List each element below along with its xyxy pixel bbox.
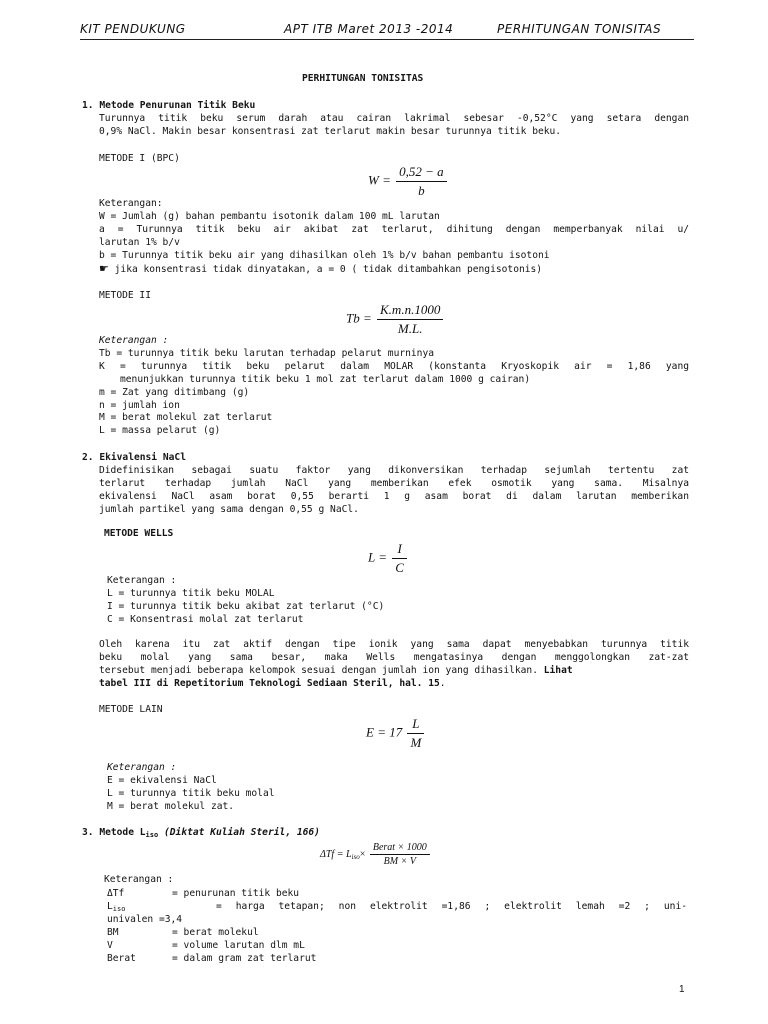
formula-tb [346, 302, 445, 337]
section3-row-key-sub: iso [112, 905, 126, 913]
ket2-item: L = massa pelarut (g) [99, 425, 221, 436]
section3-row-key-main: L [107, 901, 113, 912]
page-number: 1 [679, 984, 685, 995]
section3-heading-post: (Diktat Kuliah Steril, 166) [158, 827, 320, 838]
ket2-item: menunjukkan turunnya titik beku 1 mol zat terlarut dalam 1000 g cairan) [120, 374, 531, 385]
ket2-item: Tb = turunnya titik beku larutan terhadap pelarut murninya [99, 348, 435, 359]
formula-liso-numerator: Berat × 1000 [370, 842, 430, 855]
document-title: PERHITUNGAN TONISITAS [302, 73, 424, 84]
header-left: KIT PENDUKUNG [80, 22, 186, 36]
section3-heading-sub: iso [145, 831, 159, 839]
pointing-hand-icon: ☛ [99, 262, 109, 275]
formula-wells-numerator: I [392, 541, 407, 559]
wells-label: METODE WELLS [104, 528, 174, 539]
section2-para2-line: Oleh karena itu zat aktif dengan tipe ionik yang sama dapat menyebabkan turunnya titik [99, 639, 689, 650]
formula-liso-times: × [359, 848, 366, 860]
header-center: APT ITB Maret 2013 -2014 [284, 22, 454, 36]
lain-ket-item: M = berat molekul zat. [107, 801, 235, 812]
ket2-item: M = berat molekul zat terlarut [99, 412, 273, 423]
formula-bpc [368, 164, 449, 199]
section2-heading: 2. Ekivalensi NaCl [82, 452, 186, 463]
section2-para2-line [99, 665, 573, 678]
formula-wells-denominator: C [395, 560, 404, 575]
method1-label: METODE I (BPC) [99, 153, 180, 164]
formula-lain-lhs: E = 17 [366, 724, 403, 740]
lain-ket-item: L = turunnya titik beku molal [107, 788, 275, 799]
section3-row-value: = volume larutan dlm mL [172, 940, 305, 951]
ket2-item: m = Zat yang ditimbang (g) [99, 387, 250, 398]
header-right: PERHITUNGAN TONISITAS [497, 22, 662, 36]
wells-ket-item: L = turunnya titik beku MOLAL [107, 588, 275, 599]
section2-para-line: jumlah partikel yang sama dengan 0,55 g NaCl. [99, 504, 359, 515]
formula-liso [320, 842, 432, 867]
formula-bpc-denominator: b [418, 183, 425, 198]
section2-para2-line: beku molal yang sama besar, maka Wells mengatasinya dengan menggolongkan zat-zat [99, 652, 689, 663]
section1-para-line1: Turunnya titik beku serum darah atau cairan lakrimal sebesar -0,52°C yang setara dengan [99, 113, 689, 124]
formula-tb-denominator: M.L. [397, 321, 423, 336]
section3-row-key: ΔTf [107, 888, 125, 899]
formula-tb-lhs: Tb = [346, 310, 372, 326]
section3-row-value: univalen =3,4 [107, 914, 183, 925]
formula-lain [366, 716, 426, 751]
formula-tb-numerator: K.m.n.1000 [377, 302, 443, 320]
ket1-note [99, 263, 542, 277]
ket1-item: b = Turunnya titik beku air yang dihasilkan oleh 1% b/v bahan pembantu isotoni [99, 250, 550, 261]
wells-ket-item: C = Konsentrasi molal zat terlarut [107, 614, 304, 625]
formula-liso-lhs: ΔTf = L [320, 848, 352, 860]
formula-liso-lhs-sub: iso [351, 852, 360, 861]
section1-para-line2: 0,9% NaCl. Makin besar konsentrasi zat terlarut makin besar turunnya titik beku. [99, 126, 562, 137]
section2-para2-bold-line [99, 678, 446, 691]
section1-heading: 1. Metode Penurunan Titik Beku [82, 100, 256, 111]
reference-text: tabel III di Repetitorium Teknologi Sediaan Steril, hal. 15 [99, 678, 440, 689]
section2-para2-bold-tail: Lihat [537, 665, 573, 676]
section3-row-key: Berat [107, 953, 136, 964]
ket1-label: Keterangan: [99, 198, 163, 209]
section3-heading-pre: 3. Metode L [82, 827, 146, 838]
formula-bpc-lhs: W = [368, 172, 391, 188]
formula-bpc-numerator: 0,52 − a [396, 164, 447, 182]
section3-row-key: BM [107, 927, 119, 938]
section2-para2-text: tersebut menjadi beberapa kelompok sesuai dengan jumlah ion yang dihasilkan. [99, 665, 538, 676]
lain-ket-item: E = ekivalensi NaCl [107, 775, 217, 786]
lain-label: METODE LAIN [99, 704, 163, 715]
ket1-item: a = Turunnya titik beku air akibat zat terlarut, dihitung dengan memperbanyak nilai u/ [99, 224, 689, 235]
wells-ket-item: I = turunnya titik beku akibat zat terlarut (°C) [107, 601, 385, 612]
section3-row-value: = harga tetapan; non elektrolit =1,86 ; elektrolit lemah =2 ; uni- [216, 901, 687, 912]
section2-para-line: ekivalensi NaCl asam borat 0,55 berarti 1 g asam borat di dalam larutan memberikan [99, 491, 689, 502]
ket1-note-text: jika konsentrasi tidak dinyatakan, a = 0 ( tidak ditambahkan pengisotonis) [108, 264, 543, 275]
section3-ket-label: Keterangan : [104, 874, 174, 885]
section2-para-line: Didefinisikan sebagai suatu faktor yang dikonversikan terhadap sejumlah tertentu zat [99, 465, 689, 476]
section3-row-key: V [107, 940, 113, 951]
formula-liso-denominator: BM × V [383, 856, 416, 867]
method2-label: METODE II [99, 290, 151, 301]
wells-ket-label: Keterangan : [107, 575, 177, 586]
formula-lain-numerator: L [407, 716, 424, 734]
formula-wells [368, 541, 409, 576]
section3-row-value: = berat molekul [172, 927, 259, 938]
section3-row-value: = dalam gram zat terlarut [172, 953, 317, 964]
formula-wells-lhs: L = [368, 549, 388, 565]
section3-row-value: = penurunan titik beku [172, 888, 300, 899]
section3-heading [82, 827, 320, 842]
formula-lain-denominator: M [410, 735, 422, 750]
lain-ket-label: Keterangan : [107, 762, 177, 773]
ket2-item: K = turunnya titik beku pelarut dalam MOLAR (konstanta Kryoskopik air = 1,86 yang [99, 361, 689, 372]
reference-period: . [439, 678, 446, 689]
ket1-item: larutan 1% b/v [99, 237, 180, 248]
ket2-label: Keterangan : [99, 335, 169, 346]
header-rule [80, 39, 694, 40]
section2-para-line: terlarut terhadap jumlah NaCl yang memberikan efek osmotik yang sama. Misalnya [99, 478, 689, 489]
ket2-item: n = jumlah ion [99, 400, 180, 411]
ket1-item: W = Jumlah (g) bahan pembantu isotonik dalam 100 mL larutan [99, 211, 440, 222]
